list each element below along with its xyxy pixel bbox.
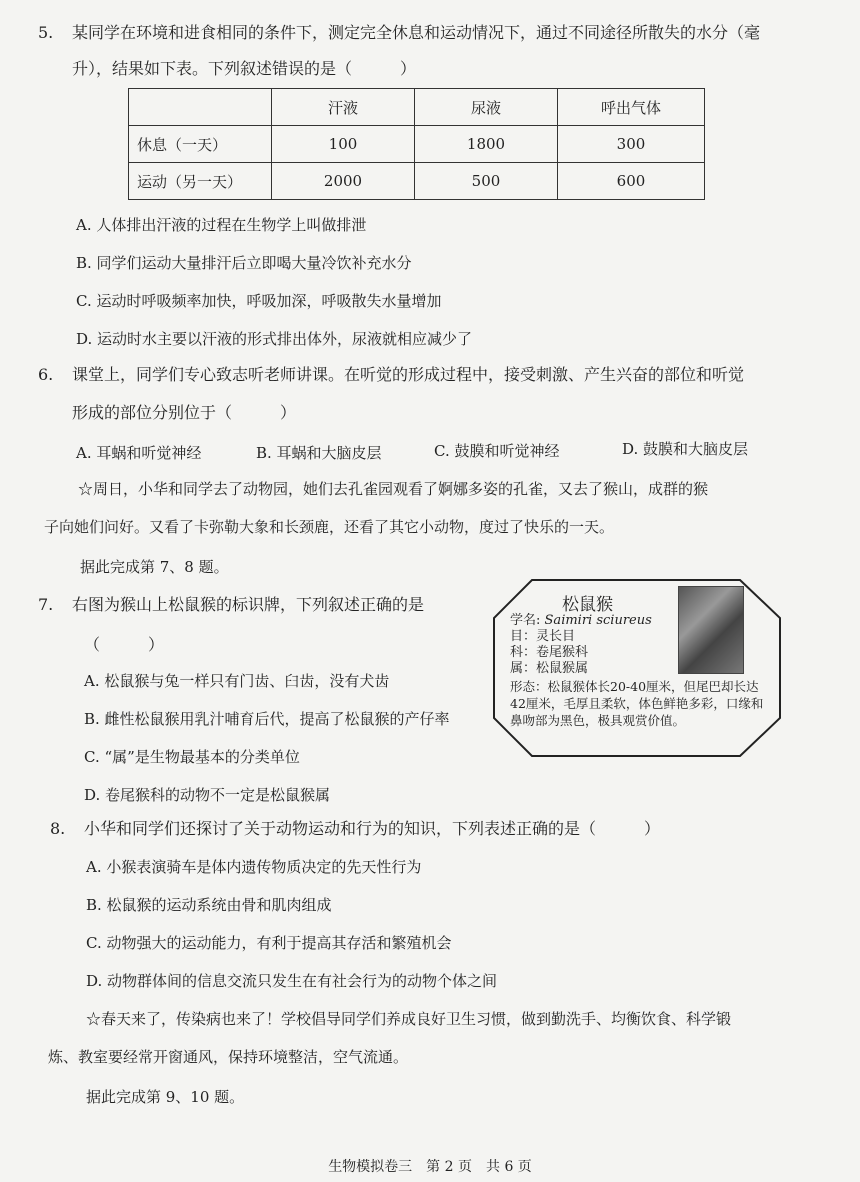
page-footer: 生物模拟卷三 第 2 页 共 6 页 — [328, 1159, 532, 1175]
story1-line3: 据此完成第 7、8 题。 — [80, 558, 229, 576]
table-cell: 1800 — [415, 126, 558, 163]
q5-stem-line1: 5. 某同学在环境和进食相同的条件下，测定完全休息和运动情况下，通过不同途径所散失的水分（毫 — [38, 23, 761, 42]
squirrel-monkey-sign — [492, 578, 782, 758]
table-header-cell: 呼出气体 — [558, 89, 705, 126]
story1-line1: ☆周日，小华和同学去了动物园，她们去孔雀园观看了婀娜多姿的孔雀，又去了猴山，成群的猴 — [78, 480, 709, 498]
q7-option-a[interactable]: A. 松鼠猴与兔一样只有门齿、臼齿，没有犬齿 — [84, 672, 390, 690]
q6-option-d[interactable]: D. 鼓膜和大脑皮层 — [622, 440, 749, 458]
q7-option-c[interactable]: C. “属”是生物最基本的分类单位 — [84, 748, 300, 766]
q6-number: 6. — [38, 365, 54, 384]
q7-option-d[interactable]: D. 卷尾猴科的动物不一定是松鼠猴属 — [84, 786, 331, 804]
q8-option-a[interactable]: A. 小猴表演骑车是体内遗传物质决定的先天性行为 — [86, 858, 422, 876]
story1-line2: 子向她们问好。又看了卡弥勒大象和长颈鹿，还看了其它小动物，度过了快乐的一天。 — [44, 518, 615, 536]
table-header-row — [129, 89, 705, 126]
table-cell: 600 — [558, 163, 705, 200]
table-header-cell: 尿液 — [415, 89, 558, 126]
story2-line2: 炼、教室要经常开窗通风，保持环境整洁，空气流通。 — [48, 1048, 409, 1066]
q6-option-a[interactable]: A. 耳蜗和听觉神经 — [76, 444, 202, 462]
table-row — [129, 163, 705, 200]
q5-option-b[interactable]: B. 同学们运动大量排汗后立即喝大量冷饮补充水分 — [76, 254, 412, 272]
table-cell: 休息（一天） — [129, 126, 272, 163]
monkey-photo — [678, 586, 744, 674]
q6-option-b[interactable]: B. 耳蜗和大脑皮层 — [256, 444, 382, 462]
sign-family: 科：卷尾猴科 — [510, 645, 589, 660]
sign-genus: 属：松鼠猴属 — [510, 661, 589, 676]
q5-stem-line2: 升），结果如下表。下列叙述错误的是（ ） — [72, 59, 417, 78]
q8-number: 8. — [50, 819, 66, 838]
q5-option-d[interactable]: D. 运动时水主要以汗液的形式排出体外，尿液就相应减少了 — [76, 330, 473, 348]
story2-line1: ☆春天来了，传染病也来了！学校倡导同学们养成良好卫生习惯，做到勤洗手、均衡饮食、科学锻 — [86, 1010, 732, 1028]
sign-order: 目：灵长目 — [510, 629, 576, 644]
story2-line3: 据此完成第 9、10 题。 — [86, 1088, 245, 1106]
table-cell: 运动（另一天） — [129, 163, 272, 200]
q8-option-c[interactable]: C. 动物强大的运动能力，有利于提高其存活和繁殖机会 — [86, 934, 452, 952]
table-cell: 300 — [558, 126, 705, 163]
sign-description: 形态：松鼠猴体长20-40厘米，但尾巴却长达42厘米，毛厚且柔软，体色鲜艳多彩，口缘和鼻吻部为黑色，极具观赏价值。 — [510, 679, 764, 728]
table-cell: 100 — [272, 126, 415, 163]
q7-stem-line2: （ ） — [84, 635, 165, 654]
q7-number: 7. — [38, 595, 54, 614]
q5-option-a[interactable]: A. 人体排出汗液的过程在生物学上叫做排泄 — [76, 216, 367, 234]
table-row — [129, 126, 705, 163]
table-cell: 2000 — [272, 163, 415, 200]
q7-stem-line1: 7. 右图为猴山上松鼠猴的标识牌，下列叙述正确的是 — [38, 595, 425, 614]
q5-number: 5. — [38, 23, 54, 42]
q6-stem-line1: 6. 课堂上，同学们专心致志听老师讲课。在听觉的形成过程中，接受刺激、产生兴奋的部位和听觉 — [38, 365, 745, 384]
table-header-cell: 汗液 — [272, 89, 415, 126]
q8-option-b[interactable]: B. 松鼠猴的运动系统由骨和肌肉组成 — [86, 896, 332, 914]
q8-option-d[interactable]: D. 动物群体间的信息交流只发生在有社会行为的动物个体之间 — [86, 972, 498, 990]
q6-option-c[interactable]: C. 鼓膜和听觉神经 — [434, 442, 560, 460]
table-cell: 500 — [415, 163, 558, 200]
table-header-cell — [129, 89, 272, 126]
sign-sci-name: 学名: Saimiri sciureus — [510, 613, 652, 628]
q8-stem: 8. 小华和同学们还探讨了关于动物运动和行为的知识，下列表述正确的是（ ） — [50, 819, 661, 838]
q6-stem-line2: 形成的部位分别位于（ ） — [72, 403, 297, 422]
q5-option-c[interactable]: C. 运动时呼吸频率加快，呼吸加深，呼吸散失水量增加 — [76, 292, 442, 310]
q7-option-b[interactable]: B. 雌性松鼠猴用乳汁哺育后代，提高了松鼠猴的产仔率 — [84, 710, 450, 728]
water-loss-table — [128, 88, 705, 200]
sign-title: 松鼠猴 — [562, 595, 613, 615]
